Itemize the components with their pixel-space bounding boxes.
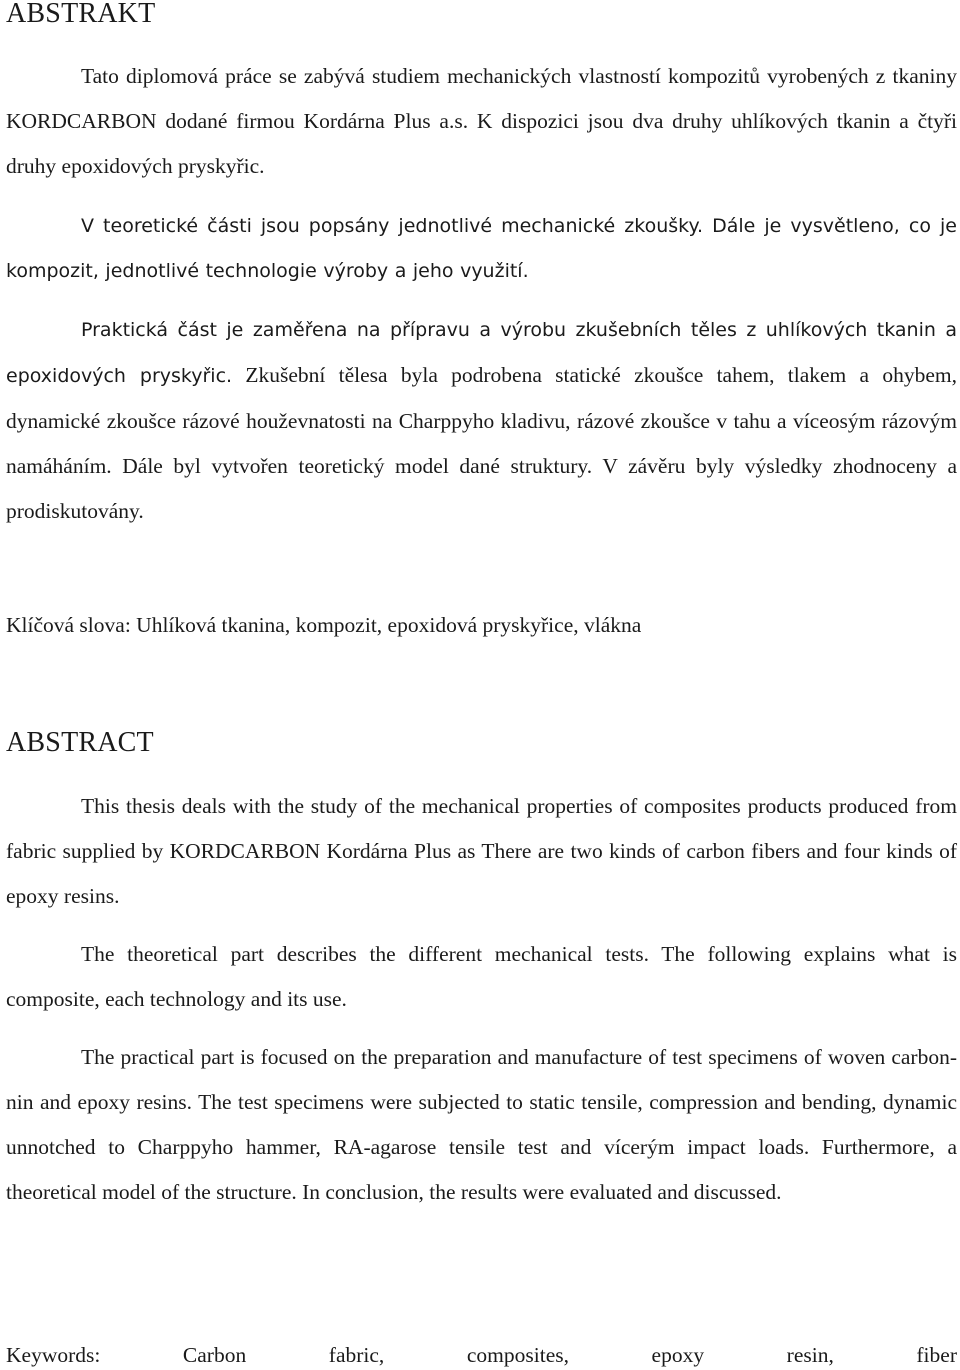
abstract-keywords [6, 1340, 957, 1370]
abstrakt-paragraph-2: V teoretické části jsou popsány jednotlivé mechanické zkoušky. Dále je vysvětleno, co je kompozit, jednotlivé technologie výroby a jeho využití. [6, 215, 957, 282]
keyword-item: composites, [466, 1343, 569, 1367]
keyword-item: fabric, [328, 1343, 385, 1367]
abstract-paragraph-3: The practical part is focused on the preparation and manufacture of test specimens of woven carbon-nin and epoxy resins. The test specimens were subjected to static tensile, compression and bending, dynamic unnotched to Charppyho hammer, RA-agarose tensile test and vícerým impact loads. Furthermore, a theoretical model of the structure. In conclusion, the results were evaluated and discussed. [6, 1045, 957, 1204]
keyword-item: resin, [786, 1343, 834, 1367]
abstrakt-paragraph-1: Tato diplomová práce se zabývá studiem mechanických vlastností kompozitů vyrobených z tkaniny KORDCARBON dodané firmou Kordárna Plus a.s. K dispozici jsou dva druhy uhlíkových tkanin a čtyři druhy epoxidových pryskyřic. [6, 64, 957, 178]
abstrakt-paragraph-3-sans-run: Praktická část je zaměřena na přípravu a výrobu zkušebních těles z uhlíkových tkanin a epoxidových pryskyřic. [6, 319, 957, 387]
keyword-item: Carbon [182, 1343, 247, 1367]
abstract-heading: ABSTRACT [6, 727, 154, 758]
abstrakt-heading: ABSTRAKT [6, 0, 156, 29]
keyword-item: epoxy [651, 1343, 705, 1367]
keyword-item: fiber [916, 1343, 957, 1367]
abstrakt-keywords: Klíčová slova: Uhlíková tkanina, kompozit, epoxidová pryskyřice, vlákna [6, 613, 642, 637]
abstrakt-paragraph-3-serif-run: Zkušební tělesa byla podrobena statické zkoušce tahem, tlakem a ohybem, dynamické zkoušce rázové houževnatosti na Charppyho kladivu, rázové zkoušce v tahu a víceosým rázovým namáháním. Dále byl vytvořen teoretický model dané struktury. V závěru byly výsledky zhodnoceny a prodiskutovány. [6, 363, 957, 523]
abstract-paragraph-2: The theoretical part describes the different mechanical tests. The following explains what is composite, each technology and its use. [6, 942, 957, 1011]
keyword-label: Keywords: [6, 1343, 101, 1367]
abstrakt-paragraph-3 [6, 307, 957, 534]
abstract-paragraph-1: This thesis deals with the study of the mechanical properties of composites products produced from fabric supplied by KORDCARBON Kordárna Plus as There are two kinds of carbon fibers and four kinds of epoxy resins. [6, 794, 957, 908]
